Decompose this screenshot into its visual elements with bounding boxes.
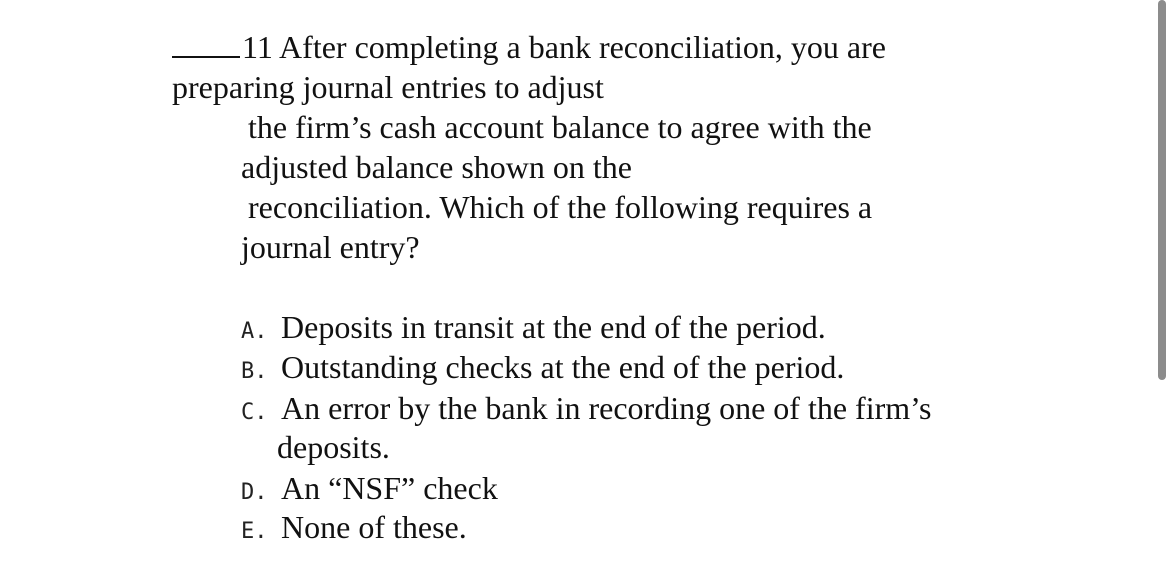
scrollbar-thumb[interactable]: [1158, 0, 1166, 380]
option-letter: D.: [241, 480, 268, 505]
question-line-5: reconciliation. Which of the following requires a: [248, 189, 873, 225]
option-text: Deposits in transit at the end of the period.: [281, 309, 826, 345]
option-text: An error by the bank in recording one of the firm’s: [281, 390, 932, 426]
answer-blank[interactable]: [172, 28, 240, 58]
question-line-1: [172, 27, 886, 67]
option-b[interactable]: [241, 347, 844, 392]
option-e[interactable]: [241, 507, 467, 552]
question-number: 11: [242, 29, 273, 65]
question-text-1: After completing a bank reconciliation, you are: [279, 29, 886, 65]
option-letter: E.: [241, 519, 268, 544]
option-text: An “NSF” check: [281, 470, 498, 506]
question-line-4: adjusted balance shown on the: [241, 149, 632, 185]
option-a[interactable]: [241, 307, 826, 352]
option-text: None of these.: [281, 509, 467, 545]
option-letter: A.: [241, 319, 268, 344]
question-line-6: journal entry?: [241, 229, 420, 265]
question-line-3: the firm’s cash account balance to agree with the: [248, 109, 872, 145]
option-letter: B.: [241, 359, 268, 384]
question-line-2: preparing journal entries to adjust: [172, 69, 604, 105]
option-c-continuation: deposits.: [277, 429, 390, 465]
option-letter: C.: [241, 400, 268, 425]
option-text: Outstanding checks at the end of the period.: [281, 349, 845, 385]
vertical-scrollbar[interactable]: [1150, 0, 1170, 577]
